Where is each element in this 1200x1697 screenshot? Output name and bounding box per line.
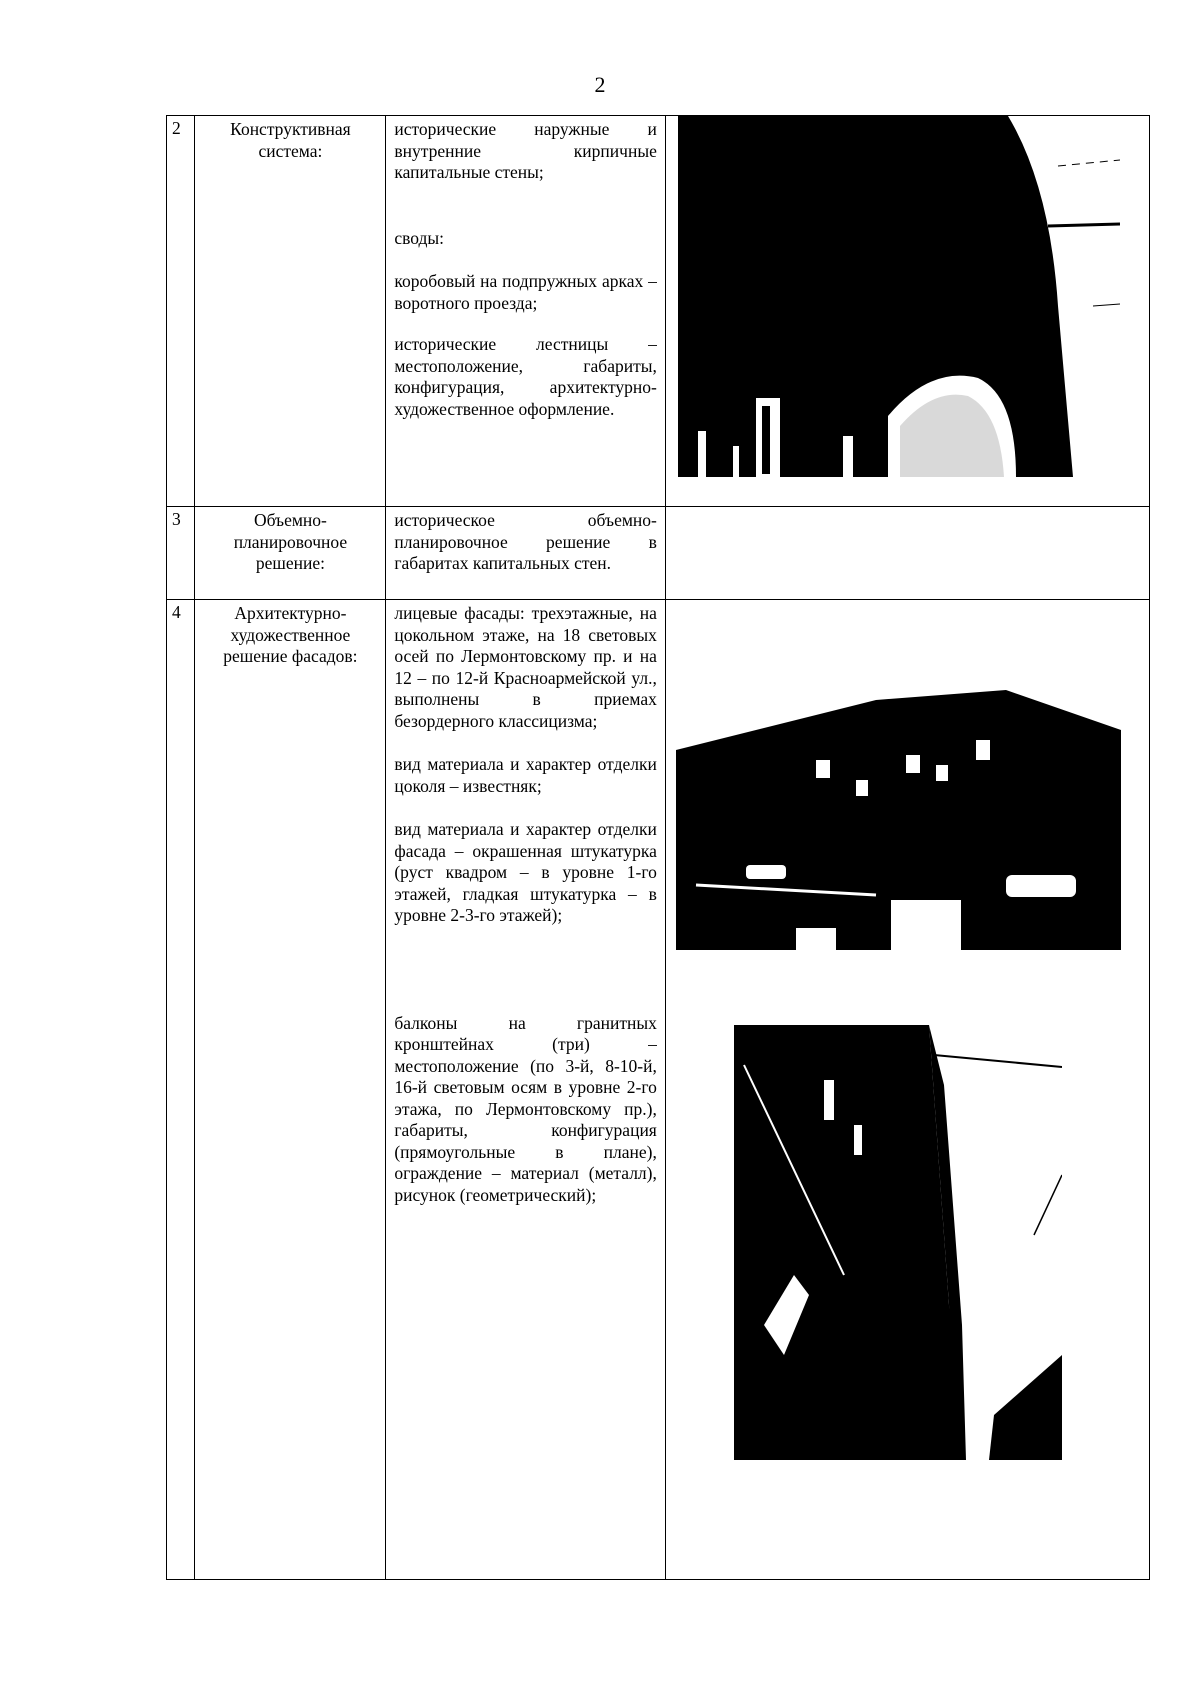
description-paragraph: вид материала и характер отделки цоколя – известняк; [394,754,657,796]
row-number: 2 [167,116,195,507]
gateway-vault-photo [678,116,1120,477]
photo-cell [665,507,1149,600]
description-paragraph: балконы на гранитных кронштейнах (три) – местоположение (по 3-й, 8-10-й, 16-й световым осям в уровне 2-го этажа, по Лермонтовскому пр.), габариты, конфигурация (прямоугольные в плане), ограждение – материал (металл), рисунок (геометрический); [394,1012,657,1205]
row-description [386,600,666,1580]
description-paragraph: своды: [394,227,445,248]
monument-subject-table [166,115,1150,1580]
description-paragraph: лицевые фасады: трехэтажные, на цокольном этаже, на 18 световых осей по Лермонтовскому пр. и на 12 – по 12-й Красноармейской ул., выполнены в приемах безордерного классицизма; [394,603,657,731]
row-title: Конструктивная система: [195,116,386,507]
photo-cell [665,116,1149,507]
description-paragraph: коробовый на подпружных арках – воротного проезда; [394,271,657,313]
street-corner-photo [676,670,1121,950]
row-number: 3 [167,507,195,600]
photo-cell [665,600,1149,1580]
row-title: Объемно-планировочное решение: [195,507,386,600]
table-row [167,507,1150,600]
description-paragraph: историческое объемно-планировочное решение в габаритах капитальных стен. [394,510,657,573]
row-title: Архитектурно-художественное решение фасадов: [195,600,386,1580]
page-number: 2 [594,72,606,97]
balcony-facade-photo [734,1025,1062,1460]
description-paragraph: исторические лестницы – местоположение, габариты, конфигурация, архитектурно-художественное оформление. [394,334,657,419]
description-paragraph: исторические наружные и внутренние кирпичные капитальные стены; [394,119,657,182]
row-description [386,116,666,507]
row-number: 4 [167,600,195,1580]
row-description [386,507,666,600]
table-row [167,116,1150,507]
description-paragraph: вид материала и характер отделки фасада – окрашенная штукатурка (руст квадром – в уровне 1-го этажей, гладкая штукатурка – в уровне 2-3-го этажей); [394,819,657,925]
table-row [167,600,1150,1580]
